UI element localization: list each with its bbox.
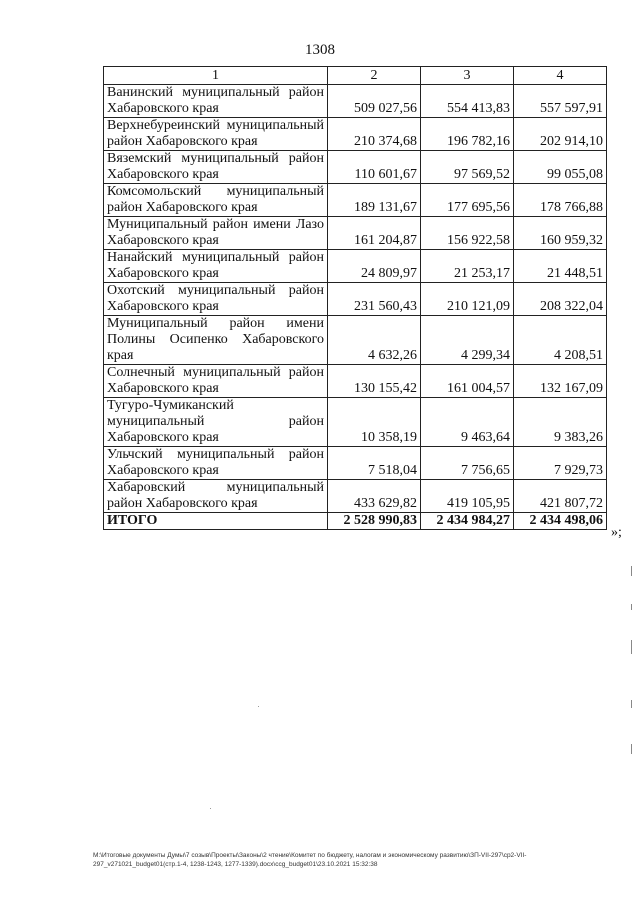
value-col3-cell: 177 695,56 <box>421 184 514 217</box>
district-name-cell: Верхнебуреинский муниципальный район Хабаровского края <box>104 118 328 151</box>
table-row <box>104 316 607 365</box>
value-col4-cell: 208 322,04 <box>514 283 607 316</box>
value-col4-cell: 178 766,88 <box>514 184 607 217</box>
value-col3-cell: 196 782,16 <box>421 118 514 151</box>
scan-edge-mark <box>631 604 632 610</box>
closing-quote-mark: »; <box>611 525 622 540</box>
value-col2-cell: 4 632,26 <box>328 316 421 365</box>
total-value-2: 2 528 990,83 <box>328 513 421 530</box>
district-name-cell: Муниципальный район имени Лазо Хабаровского края <box>104 217 328 250</box>
value-col4-cell: 160 959,32 <box>514 217 607 250</box>
value-col3-cell: 554 413,83 <box>421 85 514 118</box>
scan-speck <box>258 706 259 707</box>
district-name-cell: Комсомольский муниципальный район Хабаровского края <box>104 184 328 217</box>
table-row <box>104 250 607 283</box>
value-col2-cell: 509 027,56 <box>328 85 421 118</box>
table-row <box>104 151 607 184</box>
value-col2-cell: 130 155,42 <box>328 365 421 398</box>
district-name-cell: Ванинский муниципальный район Хабаровского края <box>104 85 328 118</box>
value-col2-cell: 110 601,67 <box>328 151 421 184</box>
value-col4-cell: 202 914,10 <box>514 118 607 151</box>
value-col2-cell: 24 809,97 <box>328 250 421 283</box>
table-row <box>104 447 607 480</box>
table-row <box>104 184 607 217</box>
value-col2-cell: 231 560,43 <box>328 283 421 316</box>
page-number: 1308 <box>305 42 335 58</box>
total-value-3: 2 434 984,27 <box>421 513 514 530</box>
total-label: ИТОГО <box>104 513 328 530</box>
district-name-cell: Солнечный муниципальный район Хабаровского края <box>104 365 328 398</box>
value-col3-cell: 4 299,34 <box>421 316 514 365</box>
value-col3-cell: 97 569,52 <box>421 151 514 184</box>
value-col3-cell: 21 253,17 <box>421 250 514 283</box>
value-col4-cell: 7 929,73 <box>514 447 607 480</box>
district-name-cell: Тугуро-Чумиканский муниципальный район Хабаровского края <box>104 398 328 447</box>
document-path-footer: М:\Итоговые документы Думы\7 созыв\Проекты\Законы\2 чтение\Комитет по бюджету, налогам и экономическому развитию\ЗП-VII-297\ср2-VII-297_v271021_budget01(стр.1-4, 1238-1243, 1277-1339).docx\ccg_budget01\23.10.2021 15:32:38 <box>93 852 527 868</box>
value-col2-cell: 7 518,04 <box>328 447 421 480</box>
table-row <box>104 365 607 398</box>
table-body <box>104 85 607 513</box>
table-row <box>104 480 607 513</box>
column-header-4: 4 <box>514 67 607 85</box>
district-name-cell: Ульчский муниципальный район Хабаровского края <box>104 447 328 480</box>
table-header-row <box>104 67 607 85</box>
table-row <box>104 217 607 250</box>
scan-edge-mark <box>631 640 632 654</box>
value-col2-cell: 189 131,67 <box>328 184 421 217</box>
value-col4-cell: 132 167,09 <box>514 365 607 398</box>
total-row <box>104 513 607 530</box>
district-name-cell: Вяземский муниципальный район Хабаровского края <box>104 151 328 184</box>
value-col3-cell: 156 922,58 <box>421 217 514 250</box>
value-col3-cell: 7 756,65 <box>421 447 514 480</box>
value-col2-cell: 433 629,82 <box>328 480 421 513</box>
column-header-2: 2 <box>328 67 421 85</box>
scan-speck <box>210 808 211 809</box>
value-col4-cell: 557 597,91 <box>514 85 607 118</box>
scan-edge-mark <box>631 566 632 576</box>
value-col3-cell: 419 105,95 <box>421 480 514 513</box>
district-name-cell: Муниципальный район имени Полины Осипенко Хабаровского края <box>104 316 328 365</box>
column-header-1: 1 <box>104 67 328 85</box>
table-row <box>104 85 607 118</box>
district-name-cell: Охотский муниципальный район Хабаровского края <box>104 283 328 316</box>
value-col2-cell: 161 204,87 <box>328 217 421 250</box>
value-col4-cell: 99 055,08 <box>514 151 607 184</box>
value-col3-cell: 161 004,57 <box>421 365 514 398</box>
budget-table <box>103 66 607 530</box>
column-header-3: 3 <box>421 67 514 85</box>
value-col4-cell: 21 448,51 <box>514 250 607 283</box>
total-value-4: 2 434 498,06 <box>514 513 607 530</box>
value-col2-cell: 10 358,19 <box>328 398 421 447</box>
table-row <box>104 118 607 151</box>
value-col3-cell: 9 463,64 <box>421 398 514 447</box>
district-name-cell: Хабаровский муниципальный район Хабаровского края <box>104 480 328 513</box>
table-row <box>104 283 607 316</box>
value-col4-cell: 421 807,72 <box>514 480 607 513</box>
value-col4-cell: 4 208,51 <box>514 316 607 365</box>
scan-edge-mark <box>631 744 632 754</box>
value-col3-cell: 210 121,09 <box>421 283 514 316</box>
value-col4-cell: 9 383,26 <box>514 398 607 447</box>
table-row <box>104 398 607 447</box>
value-col2-cell: 210 374,68 <box>328 118 421 151</box>
scan-edge-mark <box>631 700 632 708</box>
district-name-cell: Нанайский муниципальный район Хабаровского края <box>104 250 328 283</box>
